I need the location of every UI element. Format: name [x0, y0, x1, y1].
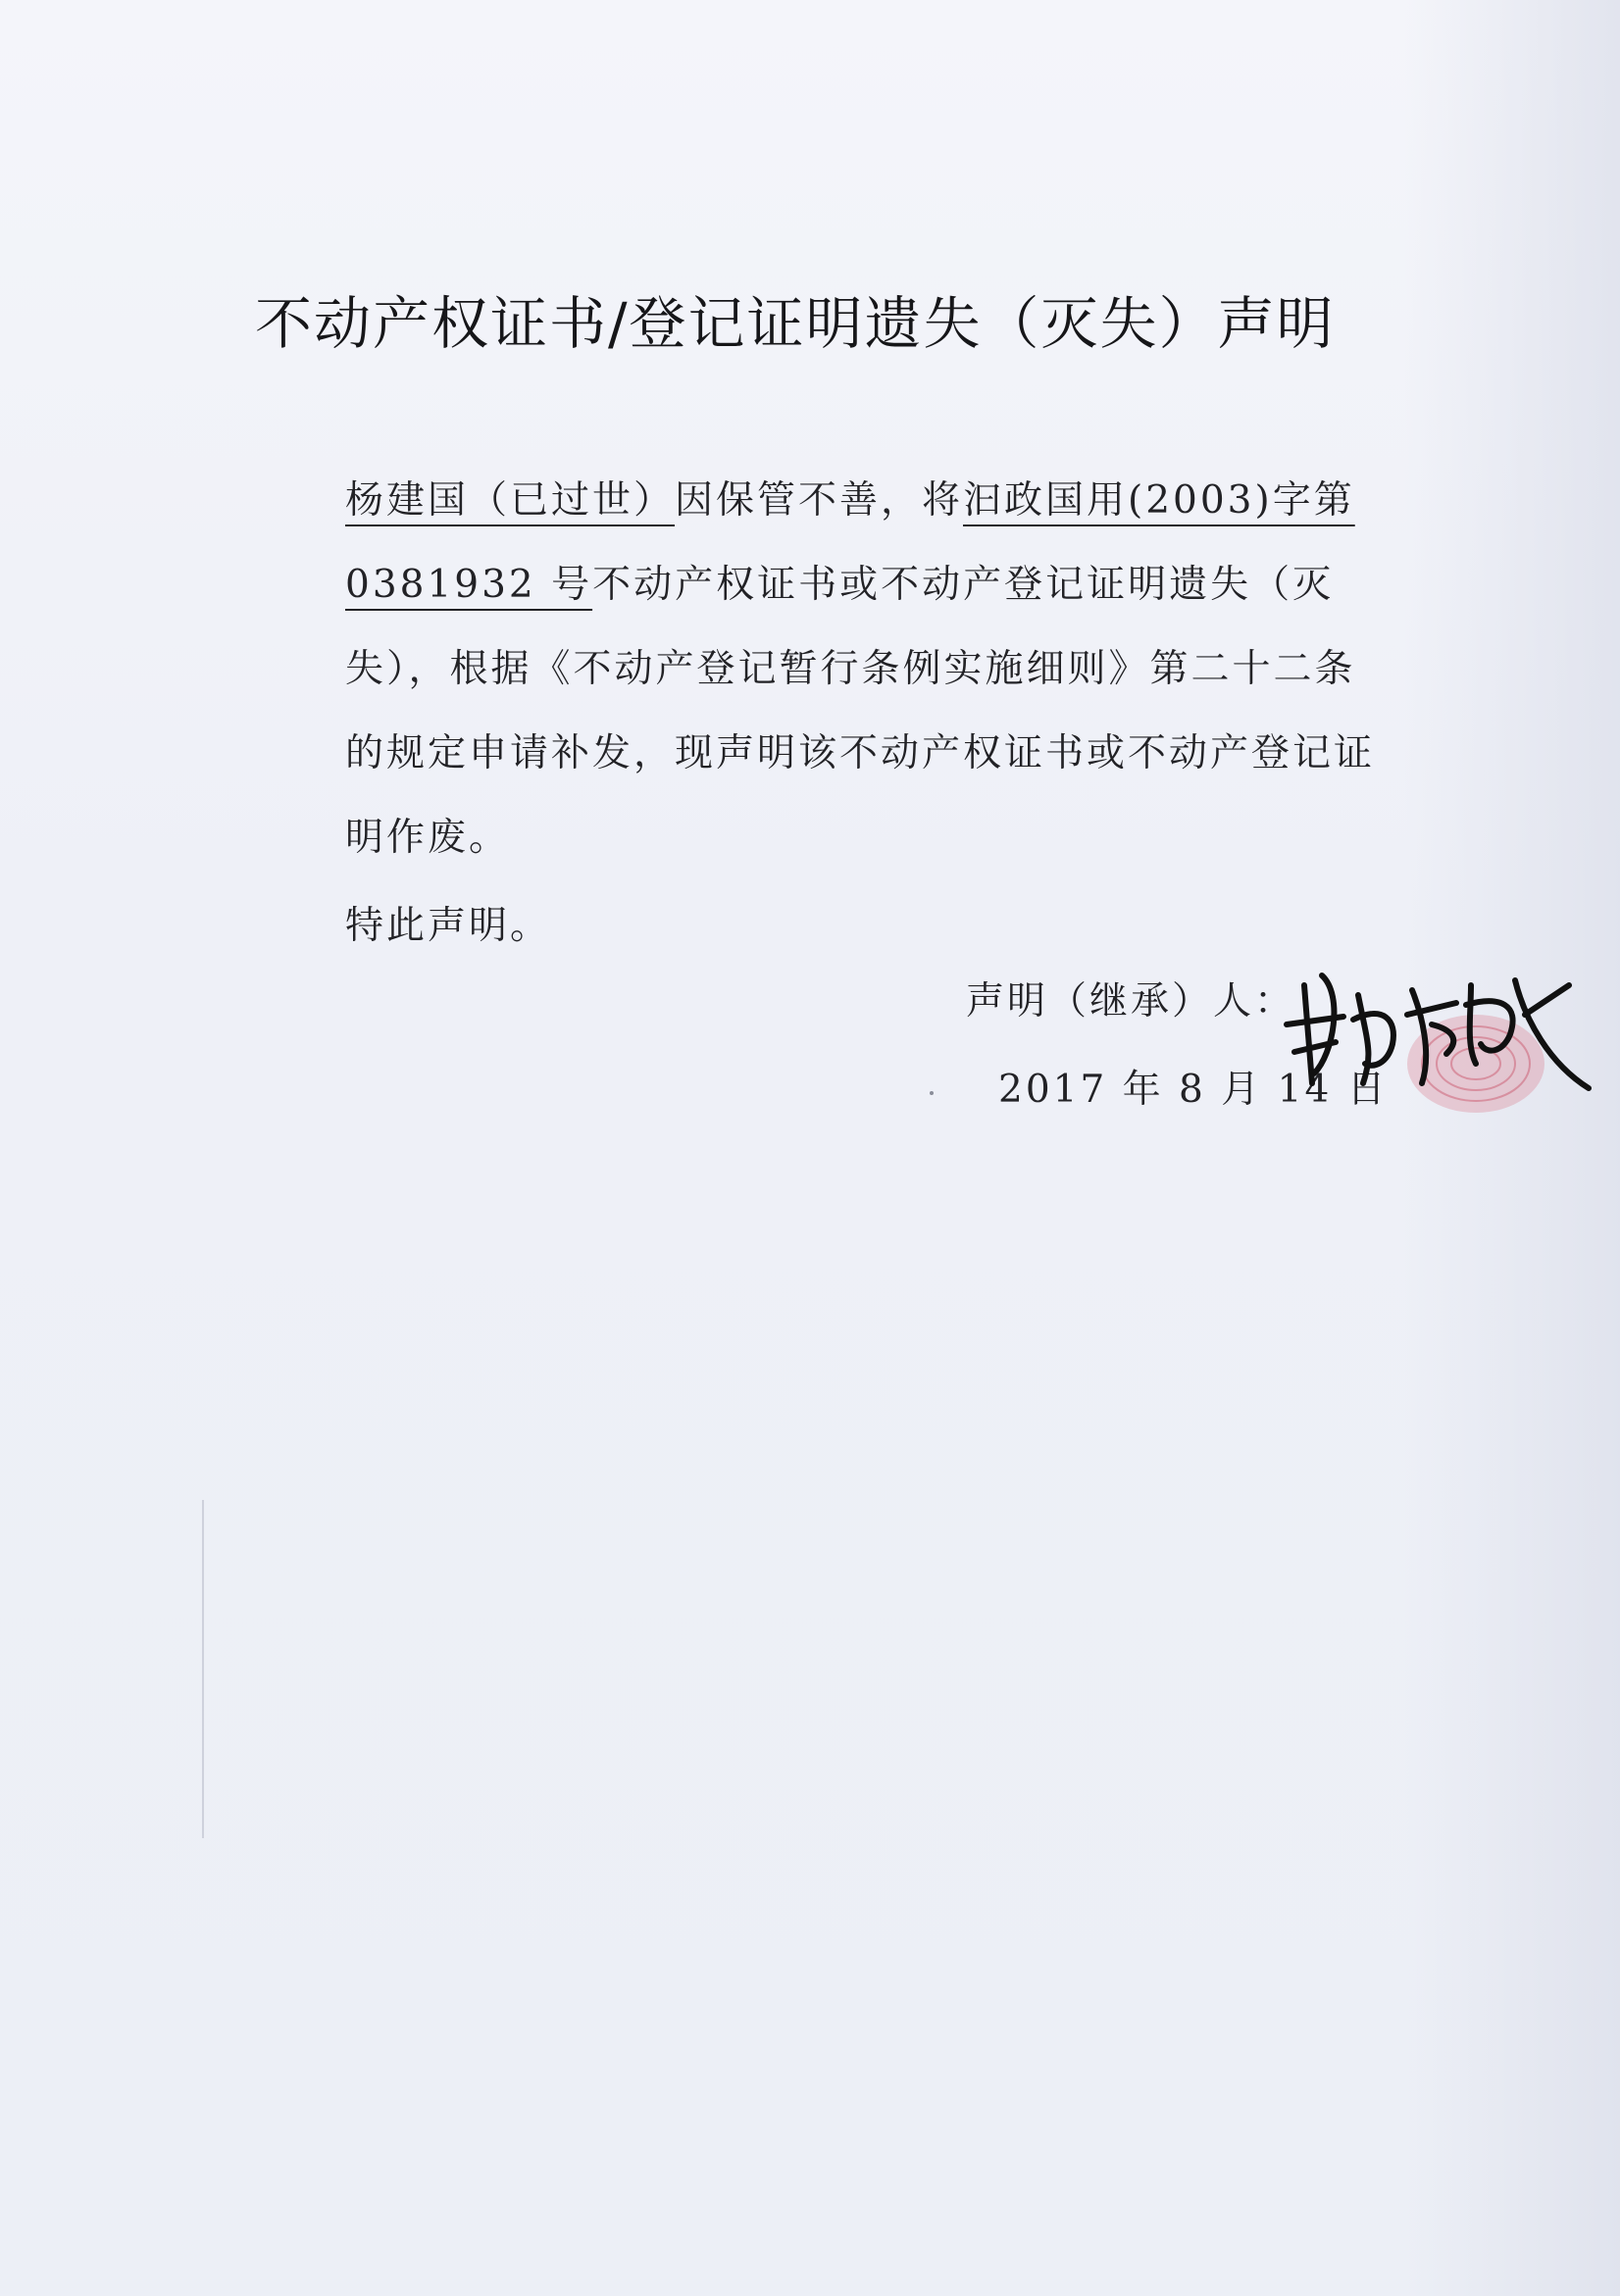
declaration-text-1: 因保管不善，将 [675, 478, 964, 523]
signature-stroke-2 [1353, 995, 1393, 1083]
handwritten-signature-with-fingerprint [1275, 926, 1598, 1123]
certificate-number-part-1: 汩政国用(2003)字第 [963, 478, 1355, 523]
declarant-line [966, 971, 1295, 1025]
deceased-name: 杨建国（已过世） [345, 478, 676, 523]
declaration-body [259, 459, 1387, 969]
document-title: 不动产权证书/登记证明遗失（灭失）声明 [255, 290, 1336, 357]
declarant-label: 声明（继承）人： [966, 979, 1296, 1023]
closing-statement: 特此声明。 [345, 904, 552, 948]
declaration-text-2: 不动产权证书或不动产登记证明遗失（灭失），根据《不动产登记暂行条例实施细则》第二十二条的规定申请补发，现声明该不动产权证书或不动产登记证明作废。 [345, 563, 1376, 860]
declaration-paragraph [259, 459, 1387, 880]
declaration-date: 2017 年 8 月 14 日 [998, 1068, 1389, 1112]
signature-stroke-1 [1287, 975, 1343, 1083]
certificate-number-part-2: 0381932 号 [345, 563, 593, 607]
paper-fold-line [202, 1500, 204, 1838]
scan-speck [930, 1091, 934, 1095]
scan-edge-shadow [1404, 0, 1620, 2296]
